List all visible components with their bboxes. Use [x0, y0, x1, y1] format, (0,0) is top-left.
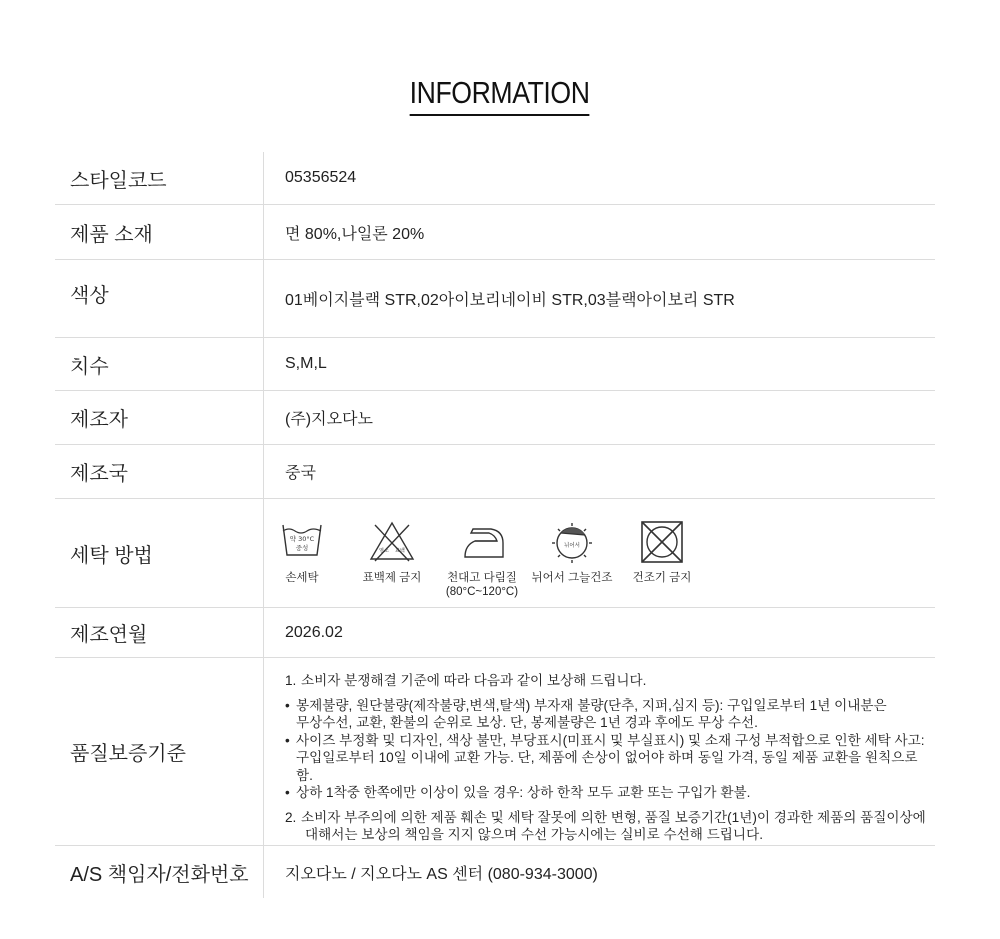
quality-bullet: • 사이즈 부정확 및 디자인, 색상 불만, 부당표시(미표시 및 부실표시) 및 소재 구성 부적합으로 인한 세탁 사고:: [285, 732, 925, 748]
page-title: INFORMATION: [410, 76, 590, 116]
row-size: [55, 338, 935, 391]
row-value: (주)지오다노: [285, 411, 373, 428]
care-item-iron: [437, 517, 527, 599]
row-label: 제조자: [70, 409, 128, 431]
column-divider: [263, 658, 264, 845]
row-label: 색상: [70, 285, 109, 307]
row-label: A/S 책임자/전화번호: [70, 863, 249, 886]
shade-dry-icon: [547, 517, 597, 567]
row-value: S,M,L: [285, 355, 327, 372]
quality-item-2: 2. 소비자 부주의에 의한 제품 훼손 및 세탁 잘못에 의한 변형, 품질 보증기간(1년)이 경과한 제품의 품질이상에: [285, 809, 926, 825]
no-bleach-icon: [367, 517, 417, 567]
column-divider: [263, 846, 264, 898]
column-divider: [263, 608, 264, 657]
no-tumble-dry-icon: [637, 517, 687, 567]
care-item-shade-dry: [527, 517, 617, 599]
row-label: 제품 소재: [70, 223, 153, 246]
row-as: [55, 846, 935, 898]
column-divider: [263, 260, 264, 337]
column-divider: [263, 205, 264, 259]
svg-text:약 30°C: 약 30°C: [289, 535, 315, 543]
row-value: 2026.02: [285, 623, 343, 641]
row-value: 중국: [285, 465, 316, 482]
info-table: [55, 152, 935, 898]
row-value: 05356524: [285, 169, 357, 186]
column-divider: [263, 152, 264, 204]
row-value: 01베이지블랙 STR,02아이보리네이비 STR,03블랙아이보리 STR: [285, 292, 735, 309]
column-divider: [263, 391, 264, 444]
care-item-hand-wash: [257, 517, 347, 599]
column-divider: [263, 338, 264, 390]
row-label: 세탁 방법: [70, 544, 153, 567]
care-label: 손세탁: [285, 572, 319, 584]
row-quality: [55, 658, 935, 846]
row-color: [55, 260, 935, 338]
care-label: 건조기 금지: [632, 572, 692, 584]
hand-wash-icon: [277, 517, 327, 567]
care-label: 표백제 금지: [362, 572, 422, 584]
svg-text:염소: 염소: [379, 548, 389, 554]
title-wrap: [0, 76, 1000, 116]
row-value: 지오다노 / 지오다노 AS 센터 (080-934-3000): [285, 865, 598, 883]
svg-text:뉘어서: 뉘어서: [564, 543, 580, 549]
svg-text:중성: 중성: [295, 544, 309, 552]
care-item-no-bleach: [347, 517, 437, 599]
row-label: 치수: [70, 355, 109, 378]
care-icons: [257, 499, 935, 607]
care-label: 뉘어서 그늘건조: [531, 572, 613, 584]
svg-text:표백: 표백: [395, 548, 405, 554]
quality-text: 1. 소비자 분쟁해결 기준에 따라 다음과 같이 보상해 드립니다. • 봉제불량, 원단불량(제작불량,변색,탈색) 부자재 불량(단추, 지퍼,심지 등): 구입일로부터 1년 이내분은 무상수선, 교환, 환불의 순위로 보상. 단, 봉제불량은 1년 경과 후에도 무상 수선. • 사이즈 부정확 및 디자인, 색상 불만, 부당표시(미표시 및 부실표시) 및 소재 구성 부적합으로 인한 세탁 사고: 구입일로부터 10일 이내에 교환 가능. 단, 제품에 손상이 없어야 하며 동일 가격, 동일 제품 교환을 원칙으로 함. • 상하 1착중 한쪽에만 이상이 있을 경우: 상하 한착 모두 교환 또는 구입가 환불. 2. 소비자 부주의에 의한 제품 훼손 및 세탁 잘못에 의한 변형, 품질 보증기간(1년)이 경과한 제품의 품질이상에 대해서는 보상의 책임을 지지 않으며 수선 가능시에는 실비로 수선해 드립니다.: [285, 658, 935, 845]
row-value: 면 80%,나일론 20%: [285, 225, 425, 243]
row-material: [55, 205, 935, 260]
row-label: 품질보증기준: [70, 743, 186, 765]
row-maker: [55, 391, 935, 445]
row-style-code: [55, 152, 935, 205]
care-label: 천대고 다림질 (80°C~120°C): [445, 572, 519, 598]
care-item-no-tumble-dry: [617, 517, 707, 599]
row-date: [55, 608, 935, 658]
quality-bullet: • 봉제불량, 원단불량(제작불량,변색,탈색) 부자재 불량(단추, 지퍼,심지 등): 구입일로부터 1년 이내분은: [285, 697, 887, 713]
quality-item-1: 1. 소비자 분쟁해결 기준에 따라 다음과 같이 보상해 드립니다.: [285, 673, 647, 688]
row-washing: [55, 499, 935, 608]
iron-icon: [457, 517, 507, 567]
quality-bullet: • 상하 1착중 한쪽에만 이상이 있을 경우: 상하 한착 모두 교환 또는 구입가 환불.: [285, 785, 751, 800]
column-divider: [263, 445, 264, 498]
row-country: [55, 445, 935, 499]
row-label: 제조국: [70, 463, 128, 485]
row-label: 제조연월: [70, 624, 148, 646]
row-label: 스타일코드: [70, 169, 167, 192]
